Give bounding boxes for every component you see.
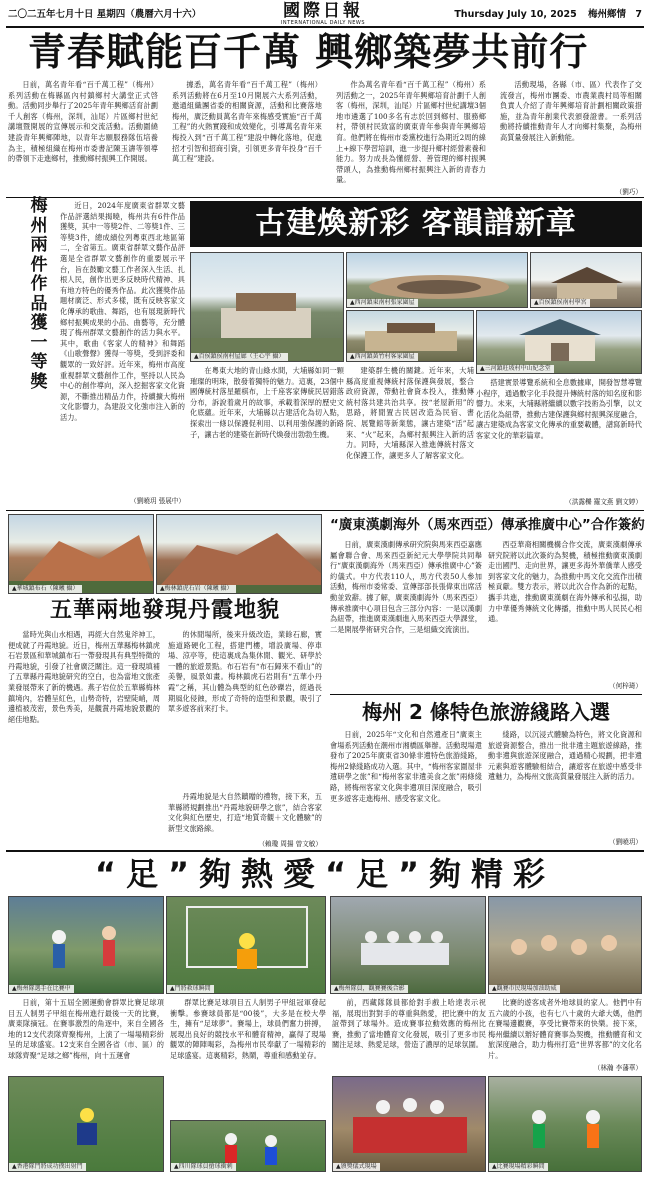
soccer-players-icon — [9, 897, 164, 994]
story6-headline: “足”夠熱愛“足”夠精彩 — [94, 855, 556, 893]
header-right — [454, 6, 642, 20]
story6-photo-8 — [488, 1076, 642, 1172]
story4-col-2: 西亞華裔相關機構合作交流，廣東漢劇傳承研究院將以此次簽約為契機，積極推動廣東漢劇走出國門、走向世界，讓更多海外華僑華人感受到客家文化的魅力，為推動中馬文化交流作出積極貢獻。雙方表示，將以此次合作為新的起點，攜手共進，推動廣東漢劇在海外傳承和弘揚，助力中華優秀傳統文化傳播，推動中馬人民民心相通。 — [488, 540, 642, 624]
story1-col-4: 活動現場，各縣（市、區）代表作了交流發言，梅州市團委、市農業農村局等相關負責人介紹了青年興鄉培育計劃相關政策措施，並為青年創業代表頒發證書。一系列活動將持續推動青年人才向鄉村集聚，為梅州高質量發展注入新動能。 — [500, 80, 642, 142]
story1-rule — [6, 197, 644, 198]
team-photo-icon — [331, 897, 486, 994]
story3-photo-2 — [156, 514, 322, 594]
story5-byline: （劉曉玥） — [609, 838, 642, 846]
story3-col-3: 丹霞地貌是大自然饋贈的禮物，接下來，五華縣將規劃推出“丹霞地貌研學之旅”，結合客家文化與紅色歷史，打造“地質奇觀＋文化體驗”的新型文旅路線。 — [168, 792, 322, 833]
story2-photo-2 — [346, 252, 528, 308]
story3-caption-2: ▲梅林鎮虎石岩（陳曦 攝） — [157, 585, 236, 593]
story1-headline: 青春賦能百千萬 興鄉築夢共前行 — [28, 30, 589, 74]
story1-col-3: 作為萬名青年看“百千萬工程”（梅州）系列活動之一，2025年青年興鄉培育計劃千人創客（梅州，深圳，汕尾）片區鄉村世紀講壇3個地市遴選了100多名有志於回到鄉村、服務鄉村，帶領村民致富的廣東青年參與青年興鄉培育。他們將在梅州市委黨校進行為期近2周的線上+線下學習培訓，進一步提升鄉村經營素養和能力。努力成長為懂經營、善管理的鄉村振興帶頭人，為推動梅州鄉村振興注入新的青春力量。 — [336, 80, 486, 185]
story6-col-2: 群眾比賽足球項目五人制男子甲組冠軍發起衝擊。參賽球員都是“00後”，大多是在校大學生，擁有“足球夢”。賽場上，球員們奮力拼搏，展現出良好的競技水平和體育精神，贏得了現場觀眾的陣陣喝彩，為梅州市民奉獻了一場精彩的足球盛宴。這裏精彩，熱鬧，尊重和感動並存。 — [170, 998, 326, 1060]
story6-caption-1: ▲梅州隊選手在比賽中 — [9, 985, 74, 993]
story5-headline: 梅州 2 條特色旅游綫路入選 — [362, 700, 610, 724]
story6-photo-7 — [332, 1076, 486, 1172]
save-shot-icon — [9, 1077, 164, 1172]
english-date: Thursday July 10, 2025 — [454, 9, 577, 20]
masthead-title: 國際日報 — [283, 1, 363, 21]
story5-rule — [6, 850, 644, 852]
story2-caption-5: ▲三河鎮旺坡村中山紀念堂 — [477, 365, 554, 373]
sidebar-byline: （劉曉玥 張展中） — [130, 497, 185, 505]
story6-photo-5 — [8, 1076, 164, 1172]
story6-caption-5: ▲香港隊門將成功撲出射門 — [9, 1163, 86, 1171]
story6-col-3: 前，西藏隊隊員都給對手戲上哈達表示祝福，展現出對對手的尊重與熱愛，把比賽中的友誼帶到了球場外。造成賽事拉動效應的梅州比賽，推動了當地體育文化發展，吸引了更多市民關注足球、熱愛足球，營造了濃厚的足球氛圍。 — [332, 998, 486, 1050]
story3-caption-1: ▲華城鎮布石（陳曦 攝） — [9, 585, 82, 593]
story3-col-1: 當時光與山水相遇，再經大自然鬼斧神工，便成就了丹霞地貌。近日，梅州五華縣梅林鎮虎石岩景區和華城鎮布石一帶發現具有典型特徵的丹霞地貌，引發了社會廣泛關注。這一發現填補了五華縣丹霞地貌研究的空白，也為當地文旅產業發展帶來了新的機遇。燕子岩位於五華縣梅林鎮境內，岩體呈紅色，山勢奇特，岩壁陡峭，周邊植被茂密，景色秀美，是觀賞丹霞地貌景觀的絕佳地點。 — [8, 630, 160, 724]
story2-col-1: 在粵東大地的青山綠水間，大埔縣如同一顆璀璨的明珠，散發着獨特的魅力。這裏，23個中國傳統村落星羅棋布，上千座客家傳統民居錯落分布，訴說着歲月的故事，承載着深厚的歷史文化底蘊。近年來，大埔縣以古建活化為切入點，探索出一條以保護促利用、以利用強保護的新路子，讓古老的建築在新時代煥發出勃勃生機。 — [190, 366, 344, 439]
story6-byline: （林瀚 李藩華） — [593, 1064, 642, 1072]
story2-caption-1: ▲百侯鎮侯南村屋廊（王心宇 攝） — [191, 353, 288, 361]
story3-col-2: 的休閒場所，後來升級改造，業餘石廊，實施道路硬化工程，搭建門樓，增設廣場、停車場、涼亭等，使這裏成為集休閒、觀光、研學於一體的旅遊景點。布石岩有“布石歸來不看山”的美譽，風景如畫。梅林鎮虎石岩則有“五華小丹霞”之稱，其山體為典型的紅色砂礫岩，經過長期風化侵蝕，形成了奇特的造型和景觀，吸引了眾多遊客前來打卡。 — [168, 630, 322, 714]
header-rule — [6, 26, 644, 28]
story2-caption-2: ▲西河鎮東南村張家圍屋 — [347, 299, 418, 307]
story6-caption-3: ▲梅州隊員，觀賽賽後合影 — [331, 985, 408, 993]
story2-caption-3: ▲百侯鎮侯南村學宮 — [531, 299, 590, 307]
story3-byline: （賴瓊 周揚 曾文敏） — [258, 840, 322, 848]
story6-col-4: 比賽的遊客成者外地球員的家人。他們中有五六歲的小孩，也有七八十歲的大爺大媽，他們在賽場邊觀賽，享受比賽帶來的快樂。接下來，梅州繼續以辦好體育賽事為契機，推動體育和文旅深度融合，助力梅州打造“世界客都”的文化名片。 — [488, 998, 642, 1060]
story1-col-2: 據悉，萬名青年看“百千萬工程”（梅州）系列活動將在6月至10月開展六大系列活動，邀通組織團省委的相關資源，活動和比賽落地梅州，廣泛動員萬名青年來梅感受實施“百千萬工程”的火熱實踐和成效變化，引導萬名青年來梅投入到“百千萬工程”建設中轉化落地，促進招才引智和招商引資，引領更多青年投身“百千萬工程”建設。 — [172, 80, 322, 164]
page-number: 7 — [635, 9, 642, 20]
story2-photo-3 — [530, 252, 642, 308]
story2-col-4: 搭建實景導覽系統和全息數據庫，開發智慧導覽小程序，通過數字化手段提升傳統村落的知名度和影響力。未來，大埔縣將繼續以數字技術為引擎，以文化活化為紐帶，推動古建保護與鄉村振興深度融合，讓古建築成為客家文化傳承的重要載體，譜寫新時代客家文化的華彩篇章。 — [476, 378, 642, 440]
story6-photo-1 — [8, 896, 164, 994]
story3-headline: 五華兩地發現丹霞地貌 — [49, 598, 280, 623]
issue-date: 二〇二五年七月十日 星期四（農曆六月十六） — [8, 9, 202, 20]
story4-byline: （何梓琦） — [609, 682, 642, 690]
story5-col-1: 日前，2025年“文化和自然遺產日”廣東主會場系列活動在潮州市湘橋區舉辦。活動現場還發布了2025年廣東省30條非遺特色旅游綫路，梅州2條綫路成功入選。其中，“梅州客家圍屋非遺研學之旅”和“梅州客家非遺美食之旅”兩條綫路，將梅州客家文化與非遺項目深度融合，吸引更多遊客走進梅州、感受客家文化。 — [330, 730, 482, 803]
story2-rule — [6, 510, 644, 511]
story6-caption-2: ▲門將救球瞬間 — [167, 985, 214, 993]
sidebar-vertical-title: 梅州兩件作品獲一等獎 — [30, 196, 48, 392]
story1-col-1: 日前，萬名青年看“百千萬工程”（梅州）系列活動在梅縣區內村鎮鄉村大講堂正式啓動。活動同步舉行了2025年青年興鄉活育計劃千人創客（梅州，深圳，汕尾）片區鄉村世紀講壇暨開展的宣傳展示和交流活動。活動圍繞建設青年興鄉陣地，以青年志願服務隊伍培養為主，積極組織在梅州市委書記陳玉濤等領導的帶領下走進鄉村，推動鄉村振興工作開展。 — [8, 80, 158, 164]
match-moment-icon — [489, 1077, 642, 1172]
story4-rule — [330, 694, 642, 695]
masthead-subtitle: INTERNATIONAL DAILY NEWS — [280, 20, 366, 26]
story4-col-1: 日前，廣東漢劇傳承研究院與馬來西亞嘉應屬會聯合會、馬來西亞新紀元大學學院共同舉行“廣東漢劇海外（馬來西亞）傳承推廣中心”簽約儀式。中方代表110人，馬方代表50人參加活動，梅州市委常委、宣傳部部長張偉東出席活動並致辭。據了解，廣東漢劇海外（馬來西亞）傳承推廣中心項目包含三部分內容：一是以漢劇為紐帶，推進廣東漢劇進入馬來西亞大學課堂，二是開展學術研究合作，三是組織交流演出。 — [330, 540, 482, 634]
section-name: 梅州鄉情 — [588, 9, 627, 20]
award-ceremony-icon — [333, 1077, 486, 1172]
red-cliff-icon — [9, 515, 154, 594]
story2-photo-4 — [346, 310, 474, 362]
story6-photo-6 — [170, 1120, 326, 1172]
story6-photo-2 — [166, 896, 326, 994]
story6-photo-3 — [330, 896, 486, 994]
story2-photo-1 — [190, 252, 344, 362]
story6-caption-7: ▲頒獎儀式現場 — [333, 1163, 380, 1171]
rock-face-icon — [157, 515, 322, 594]
story5-col-2: 綫路，以沉浸式體驗為特色，將文化資源和旅遊資源整合，推出一批非遺主題旅遊線路，推動非遺與旅遊深度融合，通過精心規劃，把非遺元素與遊客體驗相結合，讓遊客在旅遊中感受非遺魅力，為梅州文旅高質量發展注入新的活力。 — [488, 730, 642, 782]
story2-caption-4: ▲西河鎮黃竹村客家圍屋 — [347, 353, 418, 361]
sidebar-body: 近日，2024年度廣東省群眾文藝作品評選結果揭曉，梅州共有6件作品獲獎，其中一等獎2件、二等獎1件、三等獎3件，總成績位列粵東西北地區第二，全省第五。廣東省群眾文藝作品評選是全省群眾文藝創作的重要展示平台，旨在鼓勵文藝工作者深入生活、扎根人民，創作出更多反映時代精神、具有地方特色的優秀作品。此次獲獎作品題材廣泛、形式多樣，既有反映客家文化傳承的歌曲、舞蹈，也有展現新時代鄉村振興成果的小品、曲藝等，充分體現了梅州群眾文藝創作的活力與水平。其中，歌曲《客家人的精神》和舞蹈《山歌聲聲》獲得一等獎，受到評委和觀眾的一致好評。近年來，梅州市高度重視群眾文藝創作工作，堅持以人民為中心的創作導向，深入挖掘客家文化資源，不斷推出精品力作，持續擴大梅州文化影響力，為建設文化強市注入新的活力。 — [60, 201, 185, 422]
story6-caption-4: ▲觀賽市民現場加油助威 — [489, 985, 560, 993]
story4-headline: “廣東漢劇海外（馬來西亞）傳承推廣中心”合作簽約 — [330, 517, 645, 533]
goalkeeper-icon — [167, 897, 326, 994]
story3-photo-1 — [8, 514, 154, 594]
story6-col-1: 日前，第十五屆全國運動會群眾比賽足球項目五人制男子甲組在梅州進行最後一天的比賽，廣東隊摘冠。在賽事激烈的角逐中，來自全國各地的12支代表隊齊聚梅州，上演了一場場精彩紛呈的足球盛宴。12支來自全國各省（市、區）的球隊齊聚“足球之鄉”梅州，向十五運會 — [8, 998, 164, 1060]
story1-byline: （劉巧） — [615, 188, 642, 196]
story2-col-3: 建築群生機的關鍵。近年來，大埔縣高度重視傳統村落保護與發展，整合政府資源，帶動社會資本投入，推動傳統村落共建共治共享。按“老屋新用”的思路，將閒置古民居改造為民宿、書院、展覽館等新業態，讓古建築“活”起來、“火”起來，為鄉村振興注入新的活力。同時，大埔縣深入推進傳統村落文化保護工作，讓更多人了解客家文化。 — [346, 366, 474, 460]
masthead — [268, 2, 378, 26]
story6-photo-4 — [488, 896, 642, 994]
story2-photo-5 — [476, 310, 642, 374]
story2-byline: （洪露櫟 羅文燕 劉文婷） — [565, 498, 642, 506]
story6-caption-6: ▲四川隊球員搶球衝刺 — [171, 1163, 236, 1171]
crowd-icon — [489, 897, 642, 994]
story2-headline: 古建煥新彩 客韻譜新章 — [255, 206, 577, 241]
village-building-icon — [191, 253, 344, 362]
story6-caption-8: ▲比賽現場精彩瞬間 — [489, 1163, 548, 1171]
